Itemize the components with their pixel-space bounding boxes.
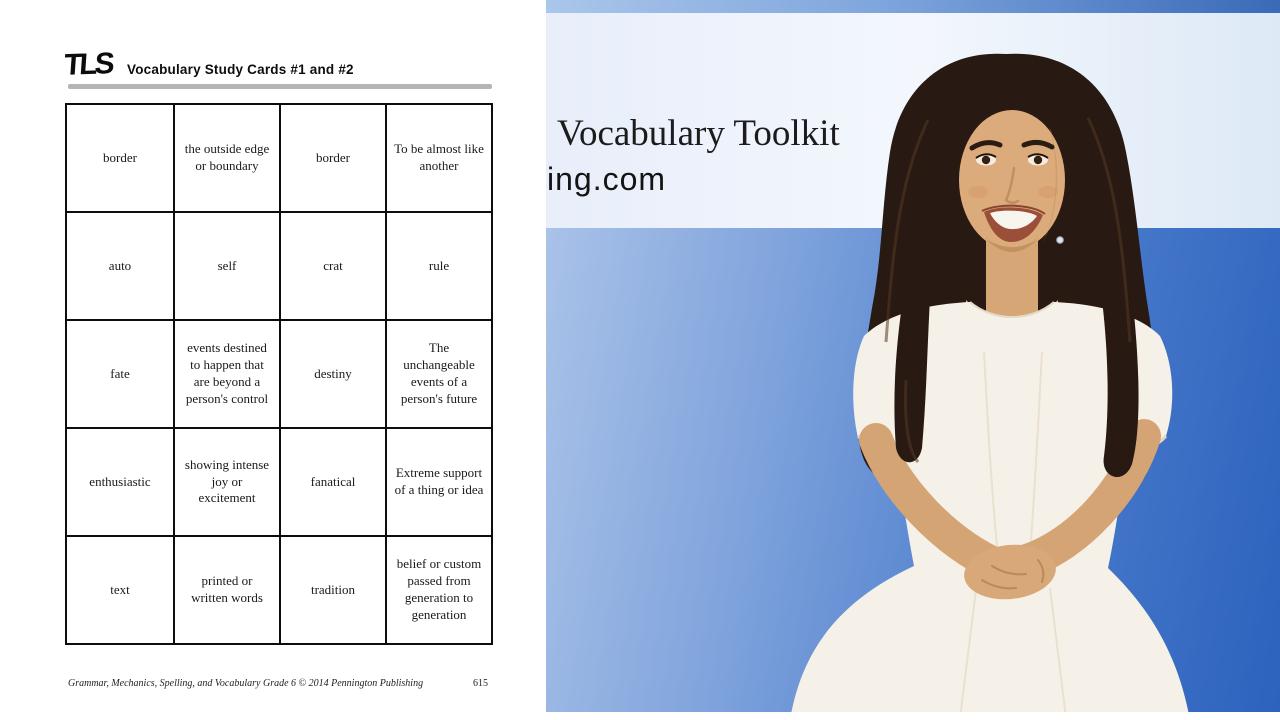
title-underline xyxy=(68,84,492,89)
card-cell: self xyxy=(174,212,280,320)
card-cell: auto xyxy=(66,212,174,320)
card-cell: To be almost like another xyxy=(386,104,492,212)
card-cell: fate xyxy=(66,320,174,428)
card-cell: events destined to happen that are beyond a person's control xyxy=(174,320,280,428)
card-cell: crat xyxy=(280,212,386,320)
card-cell: border xyxy=(280,104,386,212)
card-cell: printed or written words xyxy=(174,536,280,644)
card-cell: rule xyxy=(386,212,492,320)
bottom-white-strip xyxy=(546,712,1280,720)
page-number: 615 xyxy=(473,678,488,689)
card-cell: fanatical xyxy=(280,428,386,536)
card-cell: enthusiastic xyxy=(66,428,174,536)
document-title: Vocabulary Study Cards #1 and #2 xyxy=(127,62,354,77)
card-cell: showing intense joy or excitement xyxy=(174,428,280,536)
earring xyxy=(1057,237,1064,244)
card-cell: belief or custom passed from generation to generation xyxy=(386,536,492,644)
document-page xyxy=(0,0,546,720)
website-url-partial: ing.com xyxy=(547,161,667,197)
table-row xyxy=(66,428,492,536)
table-row xyxy=(66,212,492,320)
table-row xyxy=(66,320,492,428)
card-cell: The unchangeable events of a person's future xyxy=(386,320,492,428)
card-cell: text xyxy=(66,536,174,644)
tls-logo: TLS xyxy=(62,47,113,82)
table-row xyxy=(66,104,492,212)
card-cell: tradition xyxy=(280,536,386,644)
card-cell: border xyxy=(66,104,174,212)
card-cell: Extreme support of a thing or idea xyxy=(386,428,492,536)
document-footer: Grammar, Mechanics, Spelling, and Vocabulary Grade 6 © 2014 Pennington Publishing xyxy=(68,678,424,689)
table-row xyxy=(66,536,492,644)
card-cell: destiny xyxy=(280,320,386,428)
slide-title: Vocabulary Toolkit xyxy=(557,113,840,154)
vocab-table xyxy=(65,103,493,645)
card-cell: the outside edge or boundary xyxy=(174,104,280,212)
presenter-illustration xyxy=(546,0,1280,720)
